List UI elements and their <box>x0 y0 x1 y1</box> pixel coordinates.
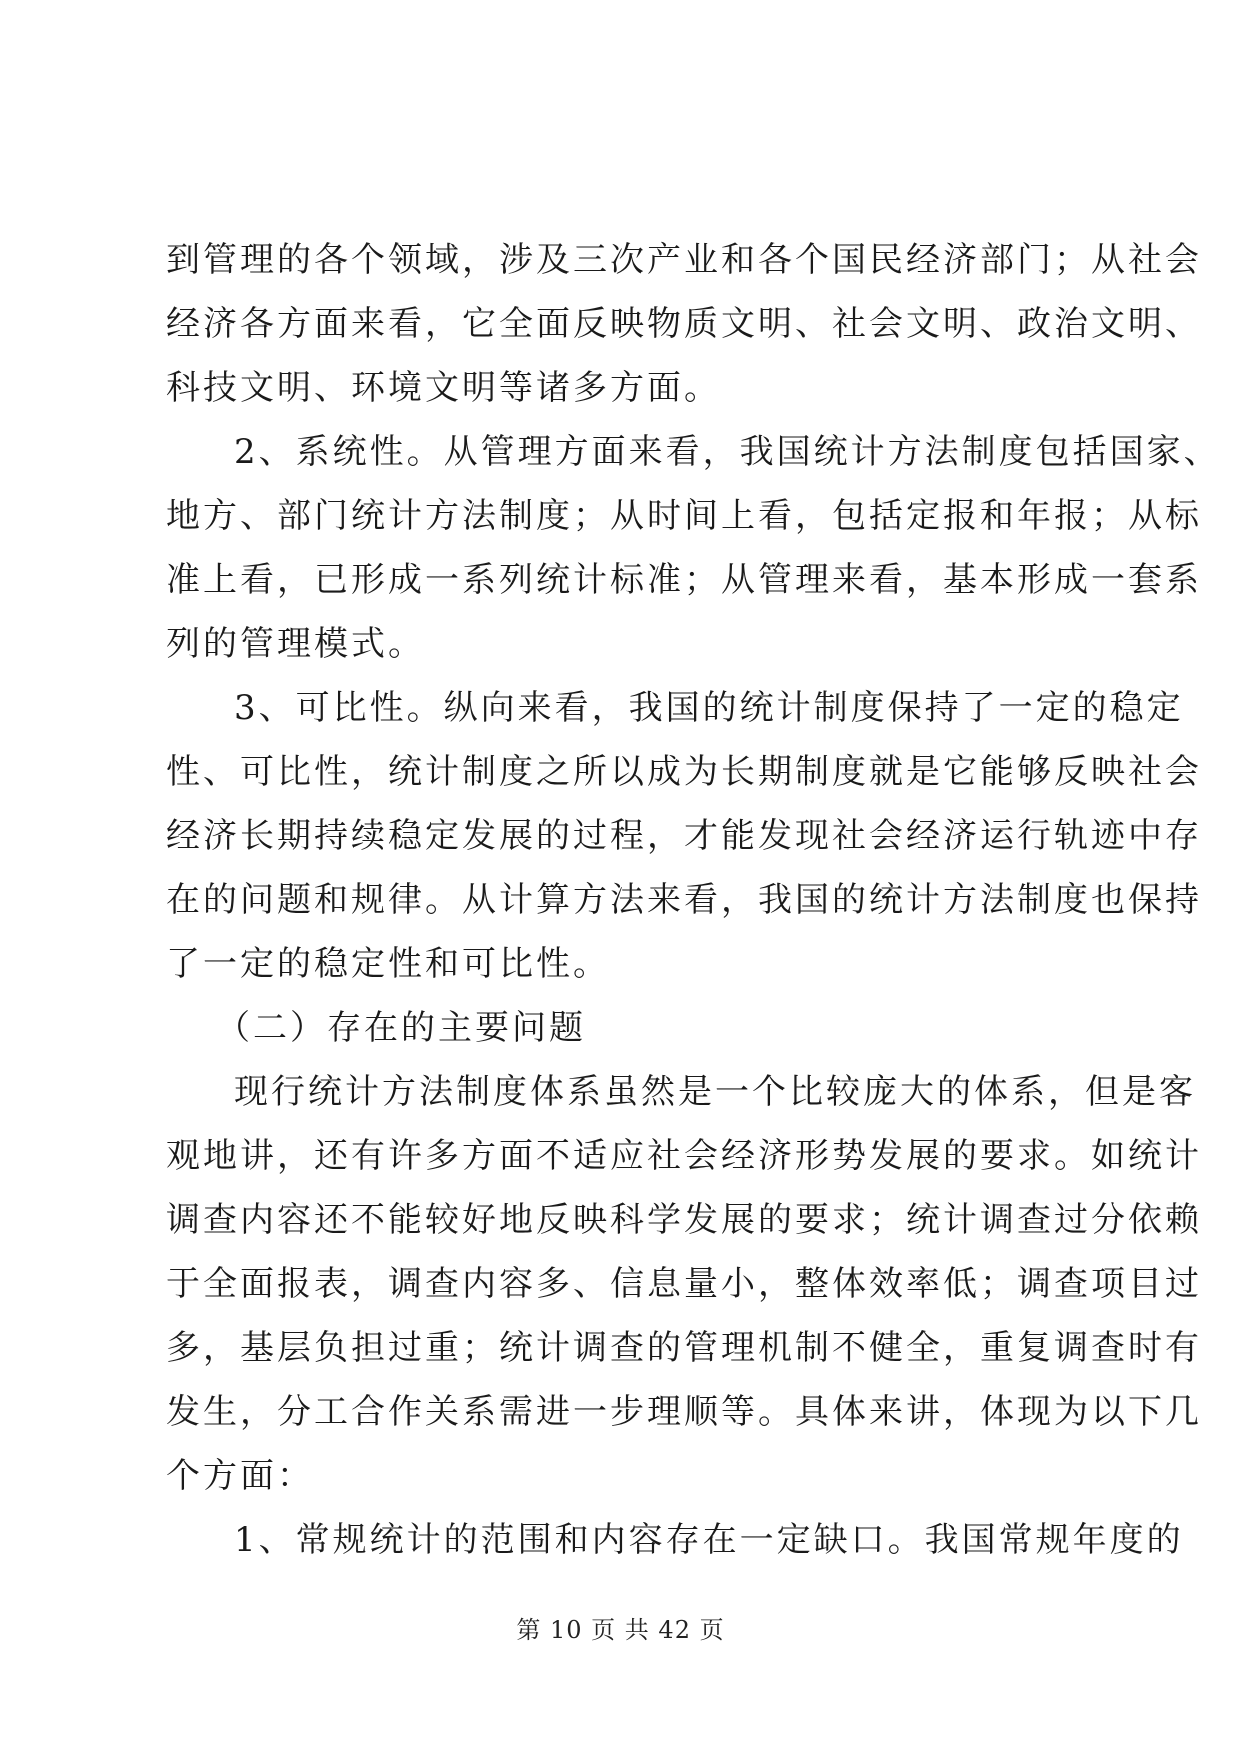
paragraph-start-line: 1、常规统计的范围和内容存在一定缺口。我国常规年度的 <box>234 1520 1184 1560</box>
text-line: 准上看，已形成一系列统计标准；从管理来看，基本形成一套系 <box>166 560 1202 600</box>
section-heading: （二）存在的主要问题 <box>216 1008 586 1048</box>
text-line: 经济各方面来看，它全面反映物质文明、社会文明、政治文明、 <box>166 304 1202 344</box>
page-number-footer: 第 10 页 共 42 页 <box>516 1616 725 1644</box>
text-line: 经济长期持续稳定发展的过程，才能发现社会经济运行轨迹中存 <box>166 816 1202 856</box>
text-line: 性、可比性，统计制度之所以成为长期制度就是它能够反映社会 <box>166 752 1202 792</box>
text-line: 发生，分工合作关系需进一步理顺等。具体来讲，体现为以下几 <box>166 1392 1202 1432</box>
paragraph-start-line: 2、系统性。从管理方面来看，我国统计方法制度包括国家、 <box>234 432 1221 472</box>
text-line: 个方面： <box>166 1456 314 1496</box>
text-line: 列的管理模式。 <box>166 624 425 664</box>
text-line: 了一定的稳定性和可比性。 <box>166 944 610 984</box>
paragraph-start-line: 3、可比性。纵向来看，我国的统计制度保持了一定的稳定 <box>234 688 1184 728</box>
text-line: 于全面报表，调查内容多、信息量小，整体效率低；调查项目过 <box>166 1264 1202 1304</box>
text-line: 多，基层负担过重；统计调查的管理机制不健全，重复调查时有 <box>166 1328 1202 1368</box>
paragraph-start-line: 现行统计方法制度体系虽然是一个比较庞大的体系，但是客 <box>234 1072 1196 1112</box>
text-line: 在的问题和规律。从计算方法来看，我国的统计方法制度也保持 <box>166 880 1202 920</box>
document-body <box>166 228 1221 1572</box>
text-line: 观地讲，还有许多方面不适应社会经济形势发展的要求。如统计 <box>166 1136 1202 1176</box>
text-line: 科技文明、环境文明等诸多方面。 <box>166 368 721 408</box>
text-line: 调查内容还不能较好地反映科学发展的要求；统计调查过分依赖 <box>166 1200 1202 1240</box>
text-line: 地方、部门统计方法制度；从时间上看，包括定报和年报；从标 <box>166 496 1202 536</box>
text-line: 到管理的各个领域，涉及三次产业和各个国民经济部门；从社会 <box>166 240 1202 280</box>
